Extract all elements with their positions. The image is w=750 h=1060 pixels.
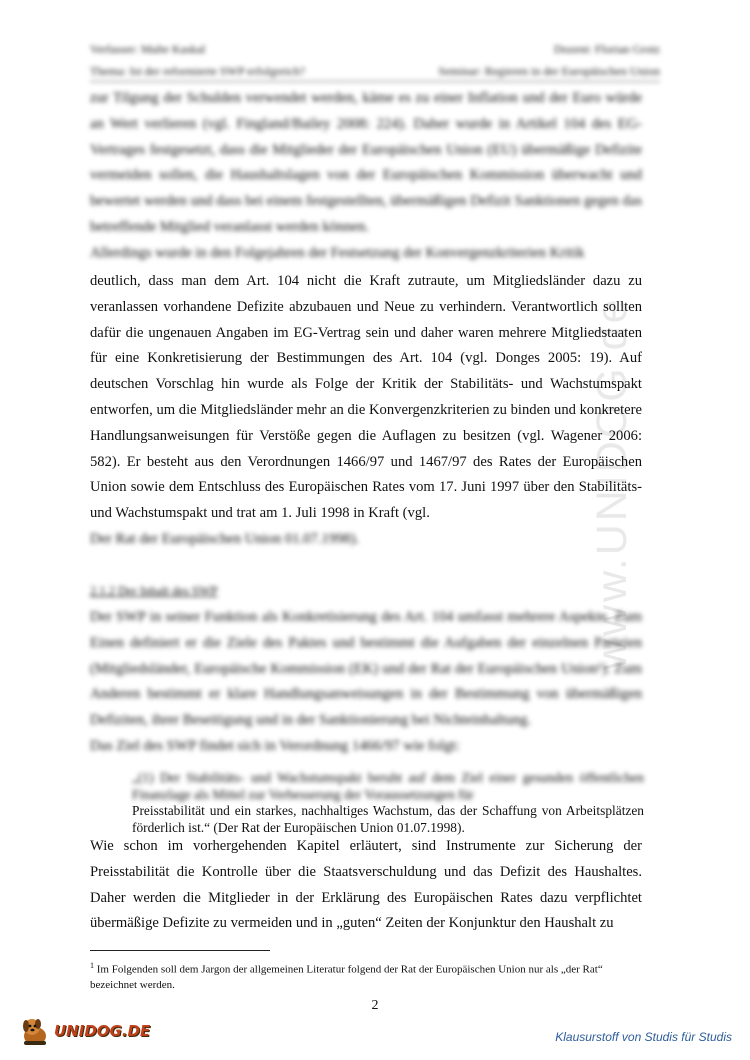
watermark-text: www.UNIDOG.de	[588, 296, 636, 670]
paragraph-after-quote: Wie schon im vorhergehenden Kapitel erläutert, sind Instrumente zur Sicherung der Preisstabilität die Kontrolle über die Staatsverschuldung und das Defizit des Haushaltes. Daher werden die Mitglieder in der Erklärung des Europäischen Rates dazu verpflichtet übermäßige Defizite zu vermeiden und in „guten“ Zeiten der Konjunktur den Haushalt zu	[90, 838, 642, 932]
paragraph-main	[90, 269, 642, 553]
quote-blurred-text: „(1) Der Stabilitäts- und Wachstumspakt beruht auf dem Ziel einer gesunden öffentlichen Finanzlage als Mittel zur Verbesserung der Voraussetzungen für	[132, 770, 644, 802]
paragraph-main-text: deutlich, dass man dem Art. 104 nicht die Kraft zutraute, um Mitgliedsländer dazu zu veranlassen vorhandene Defizite abzubauen und Neue zu verhindern. Verantwortlich sollten dafür die ungenauen Angaben im EG-Vertrag sein und daher waren mehrere Mitgliedstaaten für eine Konkretisierung der Bestimmungen des Art. 104 (vgl. Donges 2005: 19). Auf deutschen Vorschlag hin wurde als Folge der Kritik der Stabilitäts- und Wachstumspakt entworfen, um die Mitgliedsländer mehr an die Konvergenzkriterien zu binden und konkretere Handlungsanweisungen für Verstöße gegen die Auflagen zu besitzen (vgl. Wagener 2006: 582). Er besteht aus den Verordnungen 1466/97 und 1467/97 des Rates der Europäischen Union sowie dem Entschluss des Europäischen Rates vom 17. Juni 1997 über den Stabilitäts- und Wachstumspakt und trat am 1. Juli 1998 in Kraft (vgl.	[90, 273, 642, 522]
logo-text: UNIDOG.DE	[54, 1022, 151, 1040]
seminar-label: Seminar: Regieren in der Europäischen Union	[438, 64, 660, 78]
tagline: Klausurstoff von Studis für Studis	[555, 1030, 732, 1044]
topic-label: Thema: Ist der reformierte SWP erfolgreich?	[90, 64, 306, 78]
footnote-marker: 1	[90, 961, 94, 970]
page-header-row-1	[90, 42, 660, 57]
quote-sharp-text: Preisstabilität und ein starkes, nachhaltiges Wachstum, das der Schaffung von Arbeitsplätzen förderlich ist.“ (Der Rat der Europäischen Union 01.07.1998).	[132, 803, 644, 835]
author-label: Verfasser: Malte Kaskal	[90, 42, 206, 56]
footnote	[90, 958, 645, 993]
page-number: 2	[371, 998, 379, 1013]
dog-icon	[18, 1014, 52, 1048]
footnote-rule	[90, 950, 270, 951]
paragraph-allerdings-text: Allerdings wurde in den Folgejahren der Festsetzung der Konvergenzkriterien Kritik	[90, 244, 585, 261]
paragraph-section-text: Der SWP in seiner Funktion als Konkretisierung des Art. 104 umfasst mehrere Aspekte. Zum Einen definiert er die Ziele des Paktes und bestimmt die Aufgaben der einzelnen Parteien (Mitgliedsländer, Europäische Kommission (EK) und der Rat der Europäischen Union¹). Zum Anderen bestimmt er klare Handlungsanweisungen in der Bestimmung von übermäßigen Defiziten, ihrer Beseitigung und in der Sanktionierung bei Nichteinhaltung.	[90, 609, 642, 729]
lecturer-label: Dozent: Florian Grotz	[554, 42, 660, 56]
block-quote	[132, 770, 644, 836]
paragraph-main-end: Der Rat der Europäischen Union 01.07.1998).	[90, 530, 360, 547]
paragraph-section	[90, 605, 642, 760]
footnote-text: Im Folgenden soll dem Jargon der allgemeinen Literatur folgend der Rat der Europäischen Union nur als „der Rat“ bezeichnet werden.	[90, 963, 603, 991]
page-header-row-2	[90, 64, 660, 82]
section-heading: 2.1.2 Der Inhalt des SWP	[90, 584, 218, 598]
paragraph-top	[90, 86, 642, 267]
unidog-logo[interactable]	[18, 1010, 158, 1052]
paragraph-ziel-text: Das Ziel des SWP findet sich in Verordnung 1466/97 wie folgt:	[90, 737, 460, 754]
paragraph-top-text: zur Tilgung der Schulden verwendet werden, käme es zu einer Inflation und der Euro würde an Wert verlieren (vgl. Fingland/Bailey 2008: 224). Daher wurde in Artikel 104 des EG-Vertrages festgesetzt, dass die Mitglieder der Europäischen Union (EU) übermäßige Defizite vermeiden sollen, die Haushaltslagen von der Europäischen Kommission überwacht und bewertet werden und dass bei einem festgestellten, übermäßigen Defizit Sanktionen gegen das betreffende Mitglied veranlasst werden können.	[90, 90, 642, 235]
